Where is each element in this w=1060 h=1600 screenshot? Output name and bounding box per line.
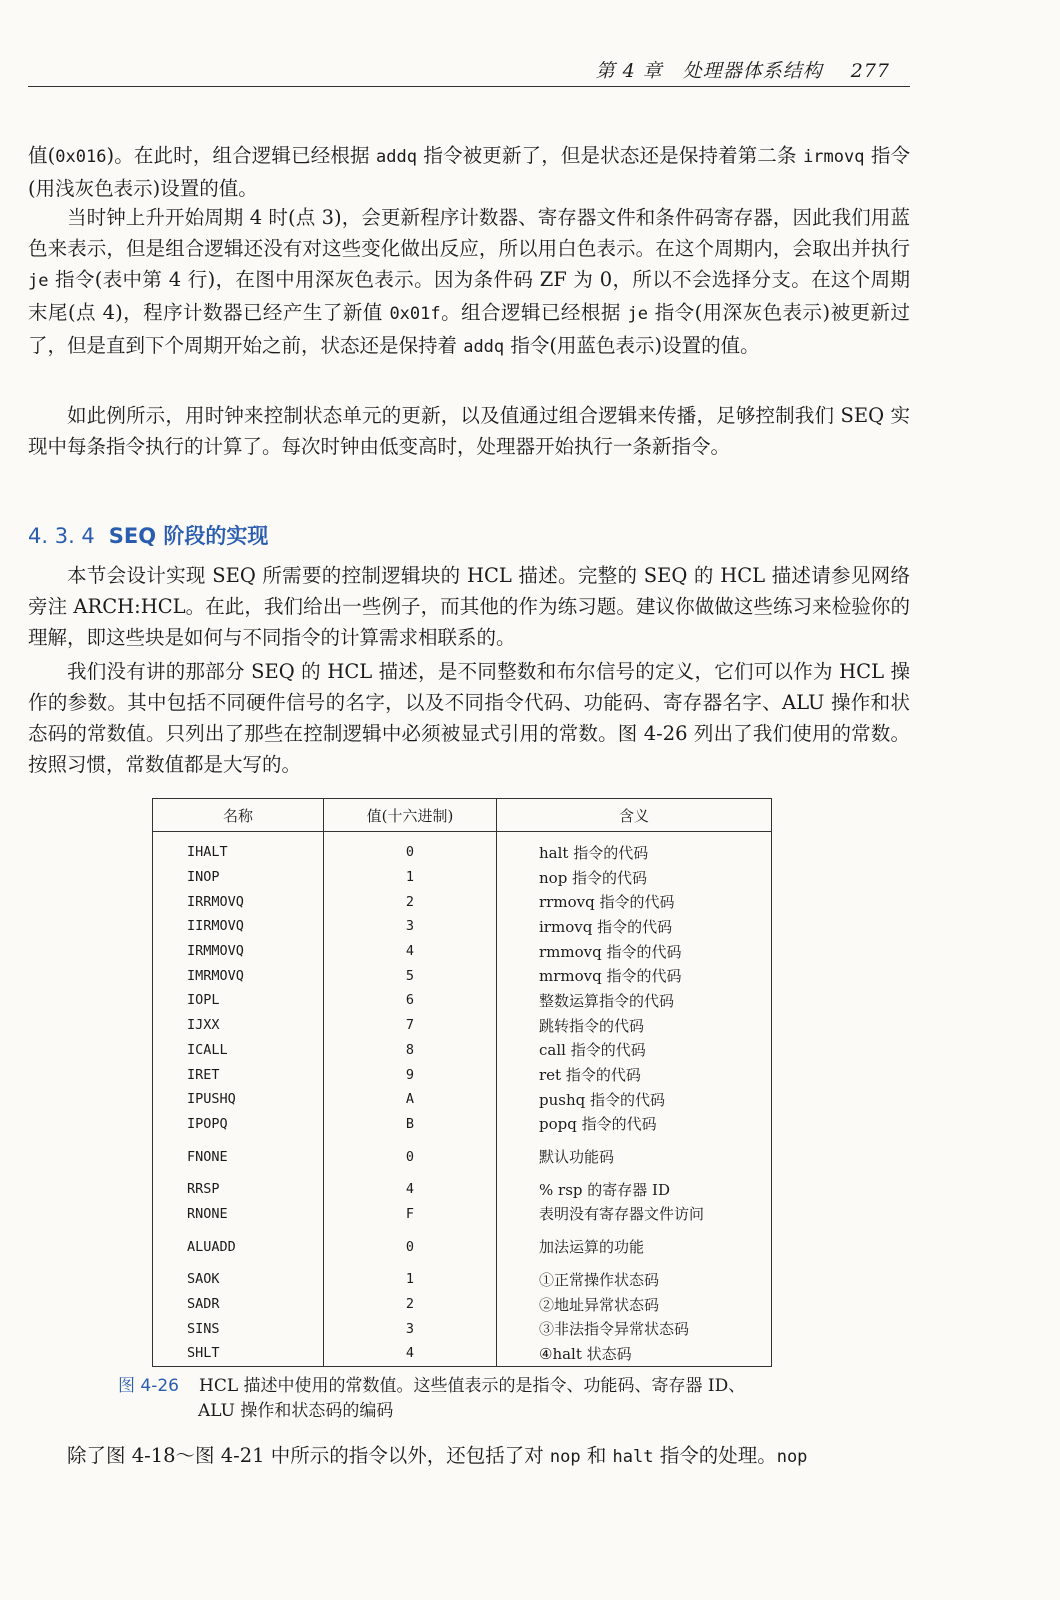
constant-value: F	[324, 1202, 497, 1227]
constant-name: IJXX	[153, 1013, 324, 1038]
constant-meaning: 跳转指令的代码	[539, 1016, 645, 1035]
constant-name: IRRMOVQ	[153, 889, 324, 914]
section-heading	[28, 520, 268, 550]
figure-label: 图 4-26	[118, 1376, 179, 1396]
paragraph-4: 本节会设计实现 SEQ 所需要的控制逻辑块的 HCL 描述。完整的 SEQ 的 HCL 描述请参见网络旁注 ARCH:HCL。在此，我们给出一些例子，而其他的作为练习题。建议你做做这些练习来检验你的理解，即这些块是如何与不同指令的计算需求相联系的。	[28, 564, 910, 649]
constant-meaning: rrmovq 指令的代码	[539, 893, 675, 912]
inline-code: addq	[463, 337, 505, 357]
table-row	[153, 1202, 772, 1227]
constants-table	[152, 798, 772, 1367]
table-row	[153, 832, 772, 865]
constant-meaning: % rsp 的寄存器 ID	[539, 1180, 670, 1199]
inline-code: je	[627, 304, 648, 324]
constant-name: INOP	[153, 865, 324, 890]
constant-name: IRMMOVQ	[153, 939, 324, 964]
table-header-row	[153, 799, 772, 832]
constant-value: 0	[324, 1136, 497, 1169]
constant-name: SINS	[153, 1316, 324, 1341]
constant-value: B	[324, 1112, 497, 1137]
constant-meaning: 整数运算指令的代码	[539, 991, 675, 1010]
constant-value: 4	[324, 939, 497, 964]
page-number: 277	[850, 60, 890, 82]
inline-code: 0x01f	[389, 304, 441, 324]
table-row	[153, 963, 772, 988]
table-row	[153, 1226, 772, 1259]
constant-value: 4	[324, 1169, 497, 1202]
constant-value: 0	[324, 832, 497, 865]
constant-name: IIRMOVQ	[153, 914, 324, 939]
paragraph-1: 值(0x016)。在此时，组合逻辑已经根据 addq 指令被更新了，但是状态还是保持着第二条 irmovq 指令(用浅灰色表示)设置的值。	[28, 144, 910, 200]
constant-meaning: popq 指令的代码	[539, 1115, 657, 1134]
table-body	[153, 832, 772, 1367]
constant-name: RNONE	[153, 1202, 324, 1227]
constant-name: IHALT	[153, 832, 324, 865]
inline-code: nop	[549, 1447, 581, 1467]
constant-meaning: halt 指令的代码	[539, 843, 649, 862]
table-row	[153, 1112, 772, 1137]
constant-value: 1	[324, 865, 497, 890]
table-row	[153, 1341, 772, 1366]
constant-meaning: ②地址异常状态码	[539, 1295, 660, 1314]
constant-value: A	[324, 1087, 497, 1112]
inline-code: irmovq	[803, 147, 865, 167]
constant-meaning: ①正常操作状态码	[539, 1270, 660, 1289]
constant-value: 7	[324, 1013, 497, 1038]
constant-name: RRSP	[153, 1169, 324, 1202]
section-number: 4. 3. 4	[28, 524, 95, 548]
constant-meaning: 默认功能码	[539, 1148, 615, 1167]
paragraph-5: 我们没有讲的那部分 SEQ 的 HCL 描述，是不同整数和布尔信号的定义，它们可以作为 HCL 操作的参数。其中包括不同硬件信号的名字，以及不同指令代码、功能码、寄存器名字、ALU 操作和状态码的常数值。只列出了那些在控制逻辑中必须被显式引用的常数。图 4-26 列出了我们使用的常数。按照习惯，常数值都是大写的。	[28, 660, 910, 776]
constant-meaning: call 指令的代码	[539, 1041, 646, 1060]
page-header	[28, 50, 910, 87]
inline-code: halt	[612, 1447, 654, 1467]
constant-value: 2	[324, 889, 497, 914]
constant-meaning: irmovq 指令的代码	[539, 917, 673, 936]
constant-name: IRET	[153, 1062, 324, 1087]
table-row	[153, 889, 772, 914]
table-row	[153, 1013, 772, 1038]
constant-meaning: 加法运算的功能	[539, 1238, 645, 1257]
constant-name: SHLT	[153, 1341, 324, 1366]
constant-value: 6	[324, 988, 497, 1013]
caption-line-2: ALU 操作和状态码的编码	[198, 1401, 394, 1421]
table-row	[153, 1038, 772, 1063]
table-row	[153, 1136, 772, 1169]
constant-meaning: nop 指令的代码	[539, 868, 648, 887]
constant-meaning: pushq 指令的代码	[539, 1090, 665, 1109]
constant-meaning: ④halt 状态码	[539, 1344, 632, 1363]
table-row	[153, 914, 772, 939]
paragraph-3: 如此例所示，用时钟来控制状态单元的更新，以及值通过组合逻辑来传播，足够控制我们 SEQ 实现中每条指令执行的计算了。每次时钟由低变高时，处理器开始执行一条新指令。	[28, 404, 910, 458]
constant-meaning: rmmovq 指令的代码	[539, 942, 682, 961]
paragraph-2: 当时钟上升开始周期 4 时(点 3)，会更新程序计数器、寄存器文件和条件码寄存器，因此我们用蓝色来表示，但是组合逻辑还没有对这些变化做出反应，所以用白色表示。在这个周期内，会取出并执行 je 指令(表中第 4 行)，在图中用深灰色表示。因为条件码 ZF 为 0，所以不会选择分支。在这个周期末尾(点 4)，程序计数器已经产生了新值 0x01f。组合逻辑已经根据 je 指令(用深灰色表示)被更新过了，但是直到下个周期开始之前，状态还是保持着 addq 指令(用蓝色表示)设置的值。	[28, 206, 910, 357]
constant-name: IMRMOVQ	[153, 963, 324, 988]
header-value: 值(十六进制)	[324, 799, 497, 832]
constant-meaning: mrmovq 指令的代码	[539, 967, 682, 986]
inline-code: je	[28, 271, 49, 291]
table-row	[153, 865, 772, 890]
table-row	[153, 1292, 772, 1317]
header-name: 名称	[153, 799, 324, 832]
constant-meaning: ret 指令的代码	[539, 1066, 641, 1085]
inline-code: 0x016	[55, 147, 107, 167]
constant-value: 2	[324, 1292, 497, 1317]
constant-value: 4	[324, 1341, 497, 1366]
table-row	[153, 1062, 772, 1087]
constant-meaning: 表明没有寄存器文件访问	[539, 1205, 705, 1224]
constant-name: IPUSHQ	[153, 1087, 324, 1112]
constant-name: ALUADD	[153, 1226, 324, 1259]
table-row	[153, 1169, 772, 1202]
chapter-title: 第 4 章 处理器体系结构	[595, 60, 823, 82]
header-meaning: 含义	[497, 799, 772, 832]
table-row	[153, 1087, 772, 1112]
table-row	[153, 939, 772, 964]
table-row	[153, 988, 772, 1013]
constant-name: SADR	[153, 1292, 324, 1317]
table-row	[153, 1316, 772, 1341]
table-row	[153, 1259, 772, 1292]
paragraph-6: 除了图 4-18～图 4-21 中所示的指令以外，还包括了对 nop 和 halt 指令的处理。nop	[67, 1444, 808, 1467]
constant-value: 8	[324, 1038, 497, 1063]
constant-name: IOPL	[153, 988, 324, 1013]
constant-value: 5	[324, 963, 497, 988]
inline-code: addq	[376, 147, 417, 167]
constant-name: FNONE	[153, 1136, 324, 1169]
inline-code: nop	[776, 1447, 808, 1467]
figure-caption	[118, 1374, 838, 1424]
constant-value: 3	[324, 914, 497, 939]
constant-name: ICALL	[153, 1038, 324, 1063]
constant-value: 9	[324, 1062, 497, 1087]
constant-value: 1	[324, 1259, 497, 1292]
constant-meaning: ③非法指令异常状态码	[539, 1320, 690, 1339]
constant-value: 0	[324, 1226, 497, 1259]
constant-name: IPOPQ	[153, 1112, 324, 1137]
caption-line-1: HCL 描述中使用的常数值。这些值表示的是指令、功能码、寄存器 ID、	[199, 1376, 746, 1396]
constant-value: 3	[324, 1316, 497, 1341]
section-title: SEQ 阶段的实现	[108, 524, 269, 548]
constant-name: SAOK	[153, 1259, 324, 1292]
